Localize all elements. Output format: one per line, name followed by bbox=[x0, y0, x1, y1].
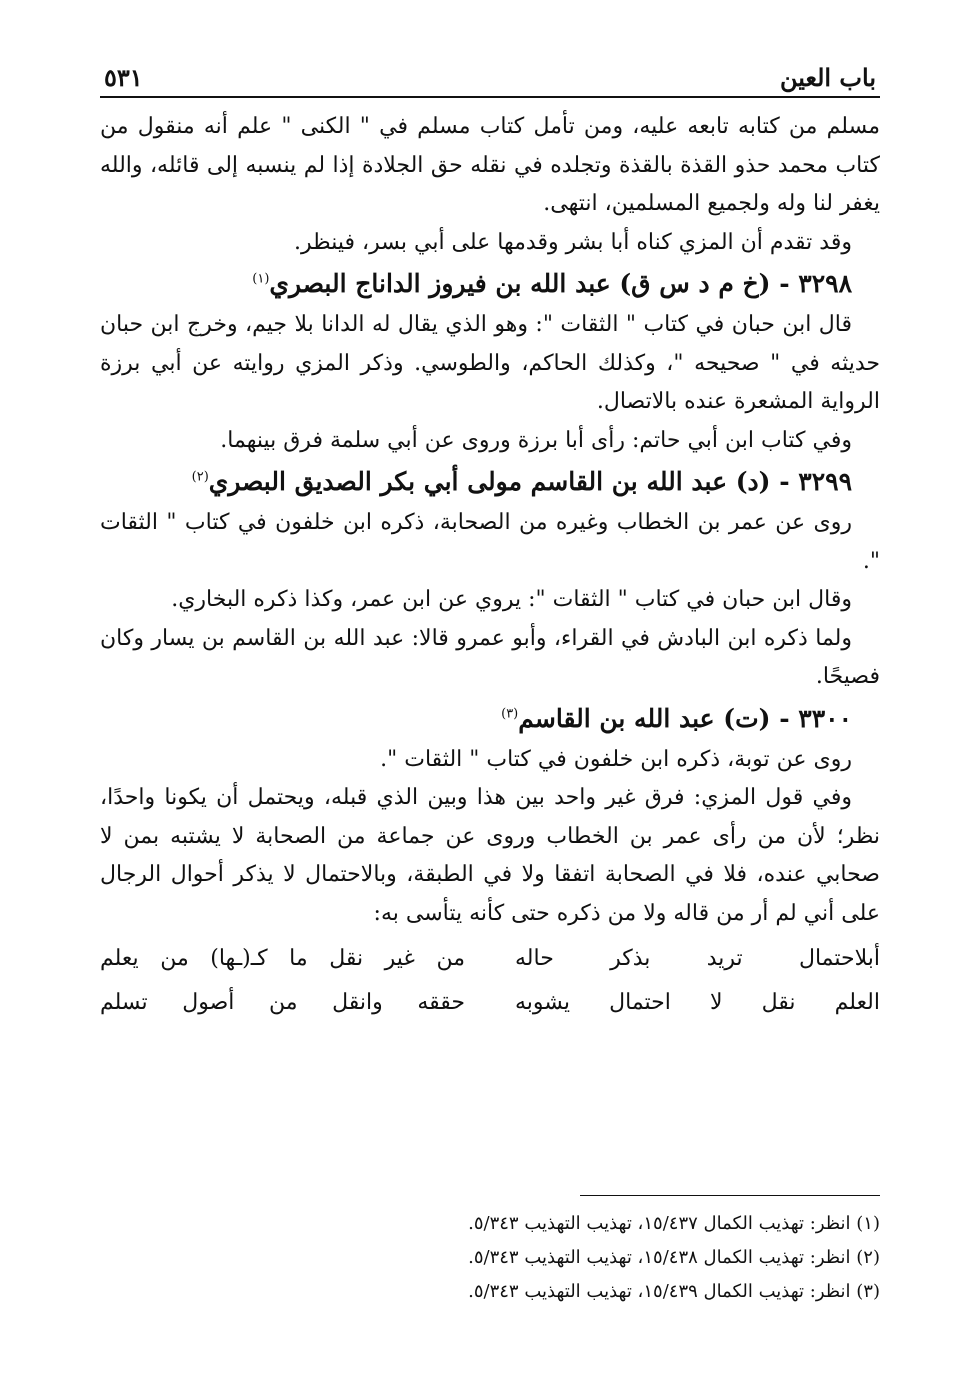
footnote-marker: (١) bbox=[252, 271, 270, 287]
footnote-marker: (٣) bbox=[501, 706, 519, 722]
paragraph: روى عن عمر بن الخطاب وغيره من الصحابة، ذكره ابن خلفون في كتاب " الثقات ". bbox=[100, 510, 880, 574]
chapter-title: باب العين bbox=[779, 63, 876, 92]
book-page bbox=[100, 52, 880, 1302]
verse-hemistich: من غير نقل ما كـ(ـها) من يعلم bbox=[100, 946, 465, 971]
paragraph: روى عن توبة، ذكره ابن خلفون في كتاب " الثقات ". bbox=[380, 746, 852, 772]
footnote-marker: (٢) bbox=[191, 469, 209, 485]
footnote: (٢) انظر: تهذيب الكمال ١٥/٤٣٨، تهذيب التهذيب ٥/٣٤٣. bbox=[468, 1247, 880, 1268]
running-header bbox=[100, 52, 880, 98]
verse-hemistich: العلم نقل لا احتمال يشوبه bbox=[515, 990, 880, 1015]
entry-title: ٣٢٩٨ - (خ م د س ق) عبد الله بن فيروز الداناج البصري bbox=[269, 269, 852, 298]
paragraph: ولما ذكره ابن البادش في القراء، وأبو عمرو قالا: عبد الله بن القاسم بن يسار وكان فصيحًا. bbox=[100, 625, 880, 689]
paragraph: وقد تقدم أن المزي كناه أبا بشر وقدمها على أبي بسر، فينظر. bbox=[294, 229, 852, 255]
verse-hemistich: حققه وانقل من أصول تسلم bbox=[100, 990, 465, 1015]
poem-verses bbox=[100, 937, 880, 1025]
footnote: (١) انظر: تهذيب الكمال ١٥/٤٣٧، تهذيب التهذيب ٥/٣٤٣. bbox=[468, 1213, 880, 1234]
entry-heading-3299 bbox=[100, 460, 880, 504]
entry-heading-3300 bbox=[100, 697, 880, 741]
paragraph: وفي قول المزي: فرق غير واحد بين هذا وبين الذي قبله، ويحتمل أن يكونا واحدًا، نظر؛ لأن من رأى عمر بن الخطاب وروى عن جماعة من الصحابة لا يشتبه بمن لا صحابي عنده، فلا في الصحابة اتفقا ولا في الطبقة، وبالاحتمال لا يذكر أحوال الرجال على أني لم أر من قاله ولا من ذكره حتى كأنه يتأسى به: bbox=[100, 785, 880, 926]
entry-title: ٣٢٩٩ - (د) عبد الله بن القاسم مولى أبي بكر الصديق البصري bbox=[208, 467, 852, 496]
paragraph: وفي كتاب ابن أبي حاتم: رأى أبا برزة وروى عن أبي سلمة فرق بينهما. bbox=[220, 427, 852, 453]
paragraph: قال ابن حبان في كتاب " الثقات ": وهو الذي يقال له الدانا بلا جيم، وخرج ابن حبان حديثه في " صحيحه "، وكذلك الحاكم، والطوسي. وذكر المزي روايته عن أبي برزة الرواية المشعرة عنده بالاتصال. bbox=[100, 312, 880, 414]
verse-hemistich: أبلاحتمال تريد بذكر حاله bbox=[515, 946, 880, 971]
entry-heading-3298 bbox=[100, 262, 880, 306]
paragraph: مسلم من كتابه تابعه عليه، ومن تأمل كتاب مسلم في " الكنى " علم أنه منقول من كتاب محمد حذو القذة بالقذة وتجلده في نقله حق الجلادة إذا لم ينسبه إلى قائله، والله يغفر لنا وله ولجميع المسلمين، انتهى. bbox=[100, 114, 880, 216]
footnote: (٣) انظر: تهذيب الكمال ١٥/٤٣٩، تهذيب التهذيب ٥/٣٤٣. bbox=[468, 1281, 880, 1302]
main-text bbox=[100, 108, 880, 1025]
footnote-separator bbox=[580, 1195, 880, 1196]
paragraph: وقال ابن حبان في كتاب " الثقات ": يروي عن ابن عمر، وكذا ذكره البخاري. bbox=[171, 587, 852, 612]
entry-title: ٣٣٠٠ - (ت) عبد الله بن القاسم bbox=[518, 703, 852, 733]
page-number: ٥٣١ bbox=[104, 63, 143, 92]
footnotes bbox=[100, 1207, 880, 1309]
